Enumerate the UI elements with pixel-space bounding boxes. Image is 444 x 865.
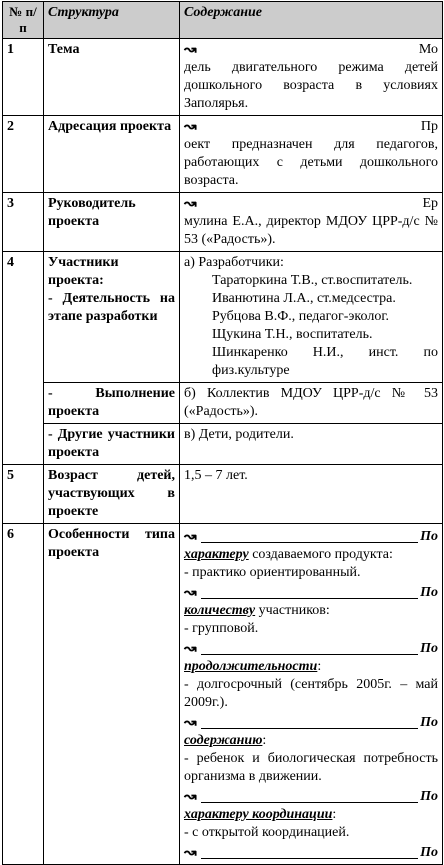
table-row [3,524,443,865]
row-content: ↝ Пр оект предназначен для педагогов, работающих с детьми дошкольного возраста. [180,116,443,193]
table-subrow [3,424,443,465]
row-label: Тема [44,39,180,116]
pen-icon: ↝ [184,119,197,135]
row-content: ↝ Мо дель двигательного режима детей дошкольного возраста в условиях Заполярья. [180,39,443,116]
header-content: Содержание [180,2,443,39]
pen-icon: ↝ [184,789,197,805]
row-number: 6 [3,524,44,865]
table-row [3,116,443,193]
developer-item: Рубцова В.Ф., педагог-эколог. [212,309,389,324]
developer-item: Тараторкина Т.В., ст.воспитатель. [212,273,413,288]
row-label: Адресация проекта [44,116,180,193]
row-content: ↝ По характеру создаваемого продукта: - практико ориентированный. ↝ По количеству участников: - групповой. ↝ По продолжительности: - долгосрочный (сентябрь 2005г. – май 2009г.). ↝ По содержанию: - ребенок и биологическая потребность организма в движении. ↝ По характеру координации: - с открытой координацией. ↝ По [180,524,443,865]
row-content: ↝ Ер мулина Е.А., директор МДОУ ЦРР-д/с № 53 («Радость»). [180,193,443,252]
row-content: а) Разработчики: Тараторкина Т.В., ст.воспитатель. Иванютина Л.А., ст.медсестра. Рубцова В.Ф., педагог-эколог. Щукина Т.Н., воспитатель. Шинкаренко Н.И., инст. по физ.культуре [180,252,443,383]
row-number: 3 [3,193,44,252]
row-number: 1 [3,39,44,116]
pen-icon: ↝ [184,845,197,861]
row-label: - Другие участники проекта [44,424,180,465]
row-number: 5 [3,465,44,524]
table-row [3,193,443,252]
row-label: Руководитель проекта [44,193,180,252]
row-number: 2 [3,116,44,193]
pen-icon: ↝ [184,529,197,545]
project-table [2,1,443,865]
pen-icon: ↝ [184,585,197,601]
row-content: 1,5 – 7 лет. [180,465,443,524]
pen-icon: ↝ [184,641,197,657]
table-row [3,252,443,383]
row-number: 4 [3,252,44,465]
developer-item: Шинкаренко Н.И., инст. по физ.культуре [212,345,438,378]
row-content: в) Дети, родители. [180,424,443,465]
table-row [3,465,443,524]
developer-item: Иванютина Л.А., ст.медсестра. [212,291,396,306]
pen-icon: ↝ [184,42,197,58]
table-header-row [3,2,443,39]
row-content: б) Коллектив МДОУ ЦРР-д/с № 53 («Радость»). [180,383,443,424]
row-label: Участники проекта: - Деятельность на этапе разработки [44,252,180,383]
row-label: - Выполнение проекта [44,383,180,424]
table-row [3,39,443,116]
table-subrow [3,383,443,424]
pen-icon: ↝ [184,715,197,731]
header-structure: Структура [44,2,180,39]
row-label: Возраст детей, участвующих в проекте [44,465,180,524]
header-num: № п/п [3,2,44,39]
pen-icon: ↝ [184,196,197,212]
developer-item: Щукина Т.Н., воспитатель. [212,327,373,342]
row-label: Особенности типа проекта [44,524,180,865]
